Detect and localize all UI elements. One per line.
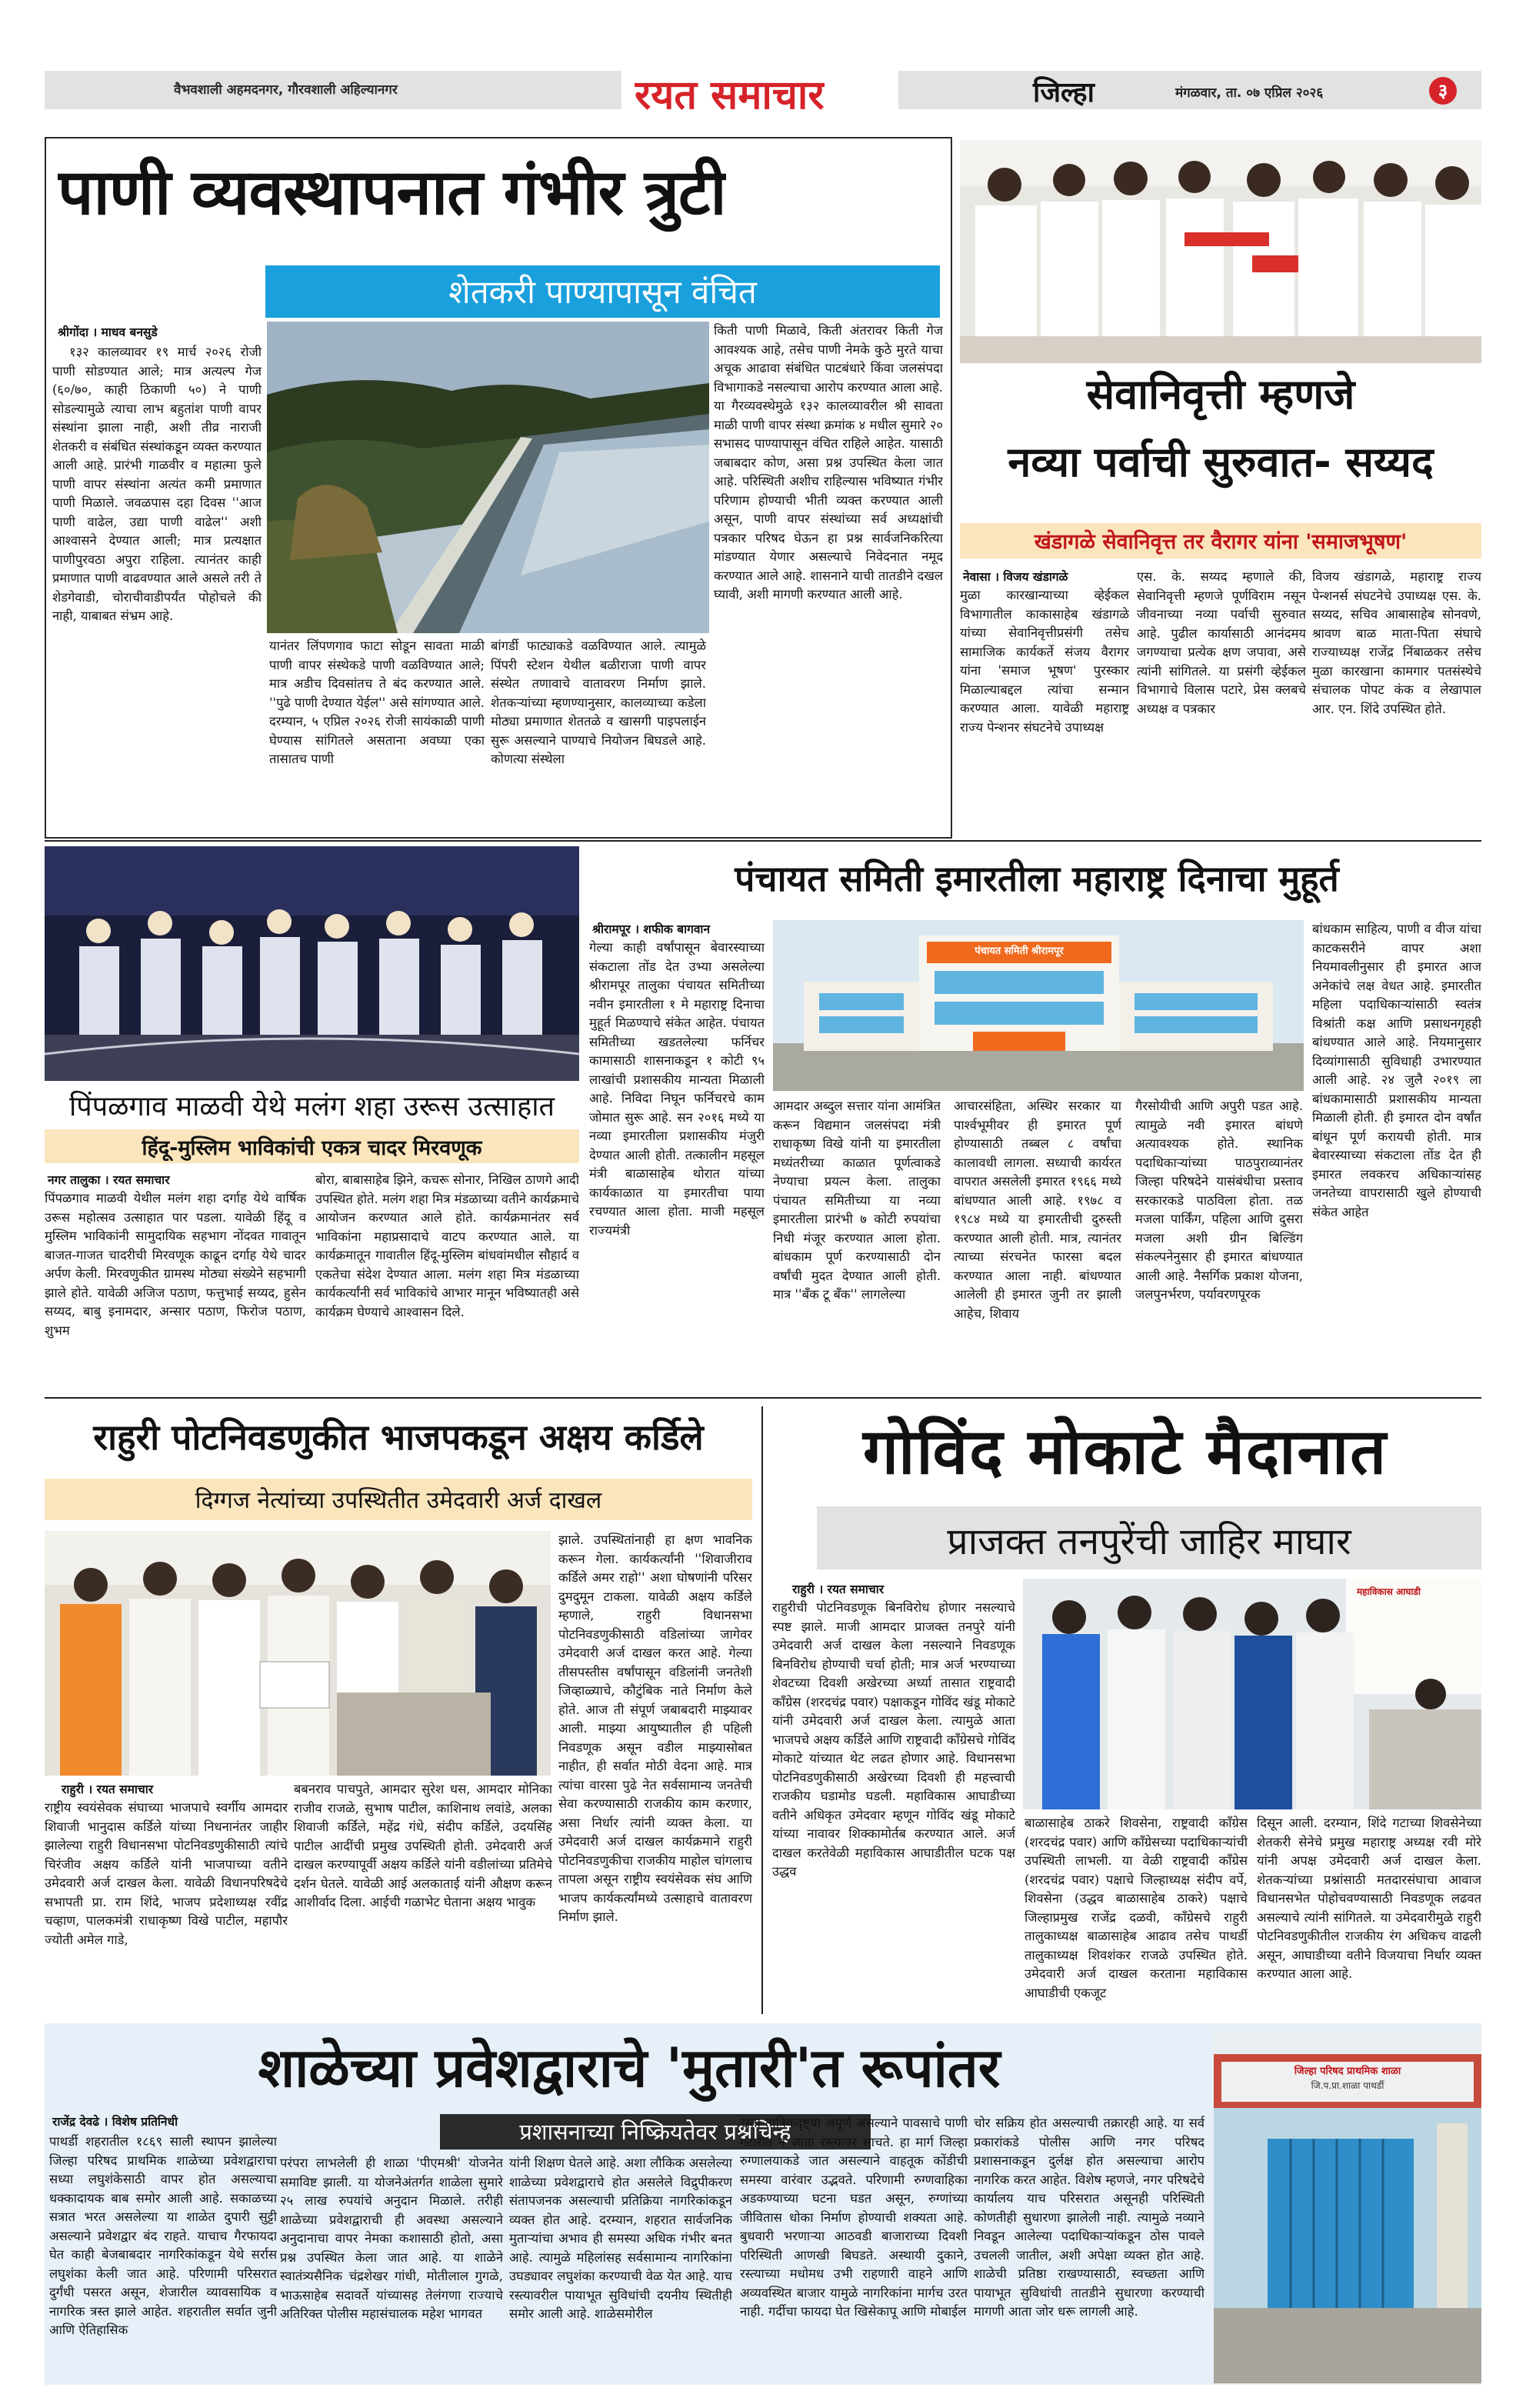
article7-col5-text: चोर सक्रिय होत असल्याची तक्रारही आहे. या सर्व प्रकारांकडे पोलीस आणि नगर परिषद प्रशासनाकडून दुर्लक्ष होत असल्याचा आरोप नागरिक करत आहेत. विशेष म्हणजे, नगर परिषदेचे कार्यालय याच परिसरात असूनही परिस्थिती कोणतीही सुधारणा झालेली नाही. त्यामुळे नव्याने निवडून आलेल्या पदाधिकाऱ्यांकडून ठोस पावले उचलली जातील, अशी अपेक्षा व्यक्त होत आहे. शाळेची प्रतिष्ठा राखण्यासाठी, स्वच्छता आणि पायाभूत सुविधांची तातडीने सुधारणा करण्याची मागणी आता जोर धरू लागली आहे.	[974, 2116, 1204, 2319]
urus-photo-art	[45, 846, 579, 1081]
canal-photo-art	[267, 322, 709, 633]
article3-headline: पंचायत समिती इमारतीला महाराष्ट्र दिनाचा मुहूर्त	[735, 858, 1339, 899]
mokate-nomination-photo	[1023, 1579, 1481, 1809]
article3-col3-text: आचारसंहिता, अस्थिर सरकार या पार्श्वभूमीवर ही इमारत पूर्ण होण्यासाठी तब्बल ८ वर्षांचा कालावधी लागला. सध्याची कार्यरत वापरात असलेली इमारत १९६६ मध्ये बांधण्यात आली आहे. १९७८ व १९८४ मध्ये या इमारतीची दुरुस्ती करण्यात आली होती. मात्र, त्यानंतर त्याच्या संरचनेत फारसा बदल करण्यात आला नाही. बांधण्यात आलेली ही इमारत जुनी तर झाली आहेच, शिवाय	[954, 1099, 1121, 1321]
article3-col5-text: बांधकाम साहित्य, पाणी व वीज यांचा काटकसरीने वापर अशा नियमावलीनुसार ही इमारत आज अनेकांचे लक्ष वेधत आहे. इमारतीत महिला पदाधिकाऱ्यांसाठी स्वतंत्र विश्रांती कक्ष आणि प्रसाधनगृहही बांधण्यात आले आहे. नियमानुसार दिव्यांगासाठी सुविधाही उभारण्यात आली आहे. २४ जुलै २०१९ ला बांधकामासाठी प्रशासकीय मान्यता मिळाली होती. ही इमारत दोन वर्षांत बांधून पूर्ण करायची होती. मात्र बेवारस्याच्या संकटाला तोंड देत ही इमारत लवकरच अधिकाऱ्यांसह जनतेच्या वापरासाठी खुले होण्याची संकेत आहेत	[1312, 922, 1481, 1219]
article6-subhead: प्राजक्त तनपुरेंची जाहिर माघार	[947, 1520, 1351, 1563]
section-label: जिल्हा	[1033, 77, 1095, 108]
article7-byline: राजेंद्र देवढे । विशेष प्रतिनिधी	[52, 2115, 178, 2129]
article6-col1-text: राहुरीची पोटनिवडणूक बिनविरोध होणार नसल्याचे स्पष्ट झाले. माजी आमदार प्राजक्त तनपुरे यांनी उमेदवारी अर्ज दाखल केला नसल्याने निवडणूक बिनविरोध होण्याची चर्चा होती; मात्र अर्ज भरण्याच्या शेवटच्या दिवशी अखेरच्या अर्ध्या तासात राष्ट्रवादी काँग्रेस (शरदचंद्र पवार) पक्षाकडून गोविंद खंडू मोकाटे यांनी उमेदवारी अर्ज दाखल केला. त्यामुळे आता भाजपचे अक्षय कर्डिले आणि राष्ट्रवादी काँग्रेसचे गोविंद मोकाटे यांच्यात थेट लढत होणार आहे. विधानसभा पोटनिवडणुकीसाठी अखेरच्या दिवशी ही महत्त्वाची राजकीय घडामोड घडली. महाविकास आघाडीच्या वतीने अधिकृत उमेदवार म्हणून गोविंद खंडू मोकाटे यांच्या नावावर शिक्कामोर्तब करण्यात आले. अर्ज दाखल करतेवेळी महाविकास आघाडीतील घटक पक्ष उद्धव	[772, 1600, 1015, 1879]
article2-column-1	[960, 586, 1129, 831]
article5-column-2	[294, 1780, 552, 2013]
panchayat-building-sign: पंचायत समिती श्रीरामपूर	[975, 946, 1064, 957]
article6-headline: गोविंद मोकाटे मैदानात	[863, 1416, 1388, 1489]
article2-col1-text: मुळा कारखान्याच्या व्हेईकल विभागातील काकासाहेब खंडागळे यांच्या सेवानिवृत्तीप्रसंगी तसेच सामाजिक कार्यकर्ते संजय वैरागर यांना 'समाज भूषण' पुरस्कार मिळाल्याबद्दल त्यांचा सन्मान करण्यात आला. यावेळी महाराष्ट्र राज्य पेन्शनर संघटनेचे उपाध्यक्ष	[960, 588, 1129, 735]
school-sign-line2: जि.प.प्रा.शाळा पाथर्डी	[1311, 2080, 1384, 2091]
article3-column-5	[1312, 920, 1481, 1391]
article3-column-2	[773, 1097, 941, 1391]
header-date: मंगळवार, ता. ०७ एप्रिल २०२६	[1175, 85, 1324, 101]
divider-middle	[45, 1397, 1481, 1399]
nomination-photo-art	[45, 1531, 551, 1776]
article4-byline: नगर तालुका । रयत समाचार	[48, 1173, 170, 1187]
divider-vertical	[761, 1406, 763, 2014]
article3-col1-text: गेल्या काही वर्षांपासून बेवारस्याच्या संकटाला तोंड देत उभ्या असलेल्या श्रीरामपूर तालुका पंचायत समितीच्या नवीन इमारतीला १ मे महाराष्ट्र दिनाचा मुहूर्त मिळण्याचे संकेत आहेत. पंचायत समितीच्या खडतलेल्या फर्निचर कामासाठी शासनाकडून १ कोटी ९५ लाखांची प्रशासकीय मान्यता मिळाली आहे. निविदा निघून फर्निचरचे काम जोमात सुरू आहे. सन २०१६ मध्ये या नव्या इमारतीला प्रशासकीय मंजुरी देण्यात आली होती. तत्कालीन महसूल मंत्री बाळासाहेब थोरात यांच्या कार्यकाळात या इमारतीचा पाया रचण्यात आला होता. माजी महसूल राज्यमंत्री	[589, 940, 765, 1238]
article7-column-2	[280, 2154, 503, 2380]
article5-col1-text: राष्ट्रीय स्वयंसेवक संघाच्या भाजपाचे स्वर्गीय आमदार शिवाजी भानुदास कर्डिले यांच्या निधनानंतर जाहीर झालेल्या राहुरी विधानसभा पोटनिवडणुकीसाठी त्यांचे चिरंजीव अक्षय कर्डिले यांनी भाजपाच्या वतीने उमेदवारी अर्ज दाखल केला. यावेळी विधानपरिषदेचे सभापती प्रा. राम शिंदे, भाजप प्रदेशाध्यक्ष रवींद्र चव्हाण, पालकमंत्री राधाकृष्ण विखे पाटील, महापौर ज्योती अमेल गाडे,	[45, 1800, 288, 1947]
article2-byline: नेवासा । विजय खंडागळे	[963, 570, 1068, 584]
article1-col1-text: १३२ कालव्यावर १९ मार्च २०२६ रोजी पाणी सोडण्यात आले; मात्र अत्यल्प गेज (६०/७०, काही ठिकाणी ५०) ने पाणी सोडल्यामुळे त्याचा लाभ बहुतांश पाणी वापर संस्थांना झाला नाही, अशी तीव्र नाराजी शेतकरी व संबंधित संस्थांकडून व्यक्त करण्यात आली आहे. प्रारंभी गाळवीर व महात्मा फुले पाणी वापर संस्थांना अत्यंत कमी प्रमाणात पाणी मिळाले. जवळपास दहा दिवस ''आज पाणी वाढेल, उद्या पाणी वाढेल'' अशी आश्वासने देण्यात आली; मात्र प्रत्यक्षात पाणीपुरवठा अपुरा राहिला. त्यानंतर काही प्रमाणात पाणी वाढवण्यात आले असले तरी ते शेडगेवाडी, चोराचीवाडीपर्यंत पोहोचले की नाही, याबाबत संभ्रम आहे.	[52, 345, 262, 623]
article7-subhead: प्रशासनाच्या निष्क्रियतेवर प्रश्नचिन्ह	[519, 2119, 791, 2145]
article7-column-3	[509, 2154, 732, 2380]
article6-column-1	[772, 1599, 1015, 2013]
masthead-title: रयत समाचार	[635, 72, 825, 118]
page-number-badge	[1429, 77, 1457, 105]
article4-col1-text: पिंपळगाव माळवी येथील मलंग शहा दर्गाह येथे वार्षिक उरूस महोत्सव उत्साहात पार पडला. यावेळी हिंदू व मुस्लिम भाविकांनी सामुदायिक सहभाग नोंदवत गावातून बाजत-गाजत चादरीची मिरवणूक काढून दर्गाह येथे चादर अर्पण केली. मिरवणुकीत ग्रामस्थ मोठ्या संख्येने सहभागी झाले होते. यावेळी अजिज पठाण, फत्तुभाई सय्यद, हुसेन सय्यद, बाबु इनामदार, अन्सार पठाण, फिरोज पठाण, शुभम	[45, 1191, 306, 1338]
article5-headline: राहुरी पोटनिवडणुकीत भाजपकडून अक्षय कर्डिले	[93, 1416, 704, 1458]
mokate-photo-art	[1023, 1579, 1481, 1809]
article1-col2-text: यानंतर लिंपणगाव फाटा सोडून सावता माळी पाणी वापर संस्थेकडे पाणी वळविण्यात आले; मात्र अडीच दिवसांतच ते बंद करण्यात आले. ''पुढे पाणी देण्यात येईल'' असे सांगण्यात आले. दरम्यान, ५ एप्रिल २०२६ रोजी सायंकाळी पाणी घेण्यास सांगितले असताना अवघ्या एका तासातच पाणी	[269, 639, 485, 766]
article2-col3-text: विजय खंडागळे, महाराष्ट्र राज्य पेन्शनर्स संघटनेचे उपाध्यक्ष एस. के. सय्यद, सचिव आबासाहेब सोनवणे, श्रावण बाळ माता-पिता संघाचे राज्याध्यक्ष राजेंद्र निंबाळकर तसेच मुळा कारखाना कामगार पतसंस्थेचे संचालक पोपट कंक व लेखापाल आर. एन. शिंदे उपस्थित होते.	[1312, 569, 1481, 716]
article4-col2-text: बोरा, बाबासाहेब झिने, कचरू सोनार, निखिल ठाणगे आदी उपस्थित होते. मलंग शहा मित्र मंडळाच्या वतीने कार्यक्रमाचे आयोजन करण्यात आले होते. कार्यक्रमानंतर सर्व भाविकांना महाप्रसादाचे वाटप करण्यात आले. या कार्यक्रमातून गावातील हिंदू-मुस्लिम बांधवांमधील सौहार्द व एकतेचा संदेश देण्यात आला. मलंग शहा मित्र मंडळाच्या कार्यकर्त्यांनी सर्व भाविकांचे आभार मानून भविष्यातही असे कार्यक्रम घेण्याचे आश्वासन दिले.	[315, 1172, 579, 1319]
article3-col2-text: आमदार अब्दुल सत्तार यांना आमंत्रित करून विद्यमान जलसंपदा मंत्री राधाकृष्ण विखे यांनी या इमारतीला मध्यंतरीच्या काळात पूर्णत्वाकडे नेण्याचा प्रयत्न केला. तालुका पंचायत समितीच्या या नव्या इमारतीला प्रारंभी ७ कोटी रुपयांचा निधी मंजूर करण्यात आला होता. बांधकाम पूर्ण करण्यासाठी दोन वर्षांची मुदत देण्यात आली होती. मात्र ''बँक टू बँक'' लागलेल्या	[773, 1099, 941, 1302]
article4-column-1	[45, 1189, 306, 1391]
article1-byline: श्रीगोंदा । माधव बनसुडे	[58, 325, 158, 339]
article6-column-3	[1257, 1814, 1481, 2013]
article2-column-3	[1312, 568, 1481, 831]
article4-column-2	[315, 1171, 579, 1391]
article6-byline: राहुरी । रयत समाचार	[792, 1583, 885, 1596]
article5-col-right-text: झाले. उपस्थितांनाही हा क्षण भावनिक करून गेला. कार्यकर्त्यांनी ''शिवाजीराव कर्डिले अमर राहो'' अशा घोषणांनी परिसर दुमदुमून टाकला. यावेळी अक्षय कर्डिले म्हणाले, राहुरी विधानसभा पोटनिवडणुकीसाठी वडिलांच्या जागेवर उमेदवारी अर्ज दाखल करत आहे. गेल्या तीसपस्तीस वर्षांपासून वडिलांनी जनतेशी जिव्हाळ्याचे, कौटुंबिक नाते निर्माण केले होते. आज ती संपूर्ण जबाबदारी माझ्यावर आली. माझ्या आयुष्यातील ही पहिली निवडणूक असून वडील माझ्यासोबत नाहीत, ही सर्वात मोठी वेदना आहे. मात्र त्यांचा वारसा पुढे नेत सर्वसामान्य जनतेची सेवा करण्यासाठी राजकीय काम करणार, असा निर्धार त्यांनी व्यक्त केला. या उमेदवारी अर्ज दाखल कार्यक्रमाने राहुरी पोटनिवडणुकीचा राजकीय माहोल चांगलाच तापला असून राष्ट्रीय स्वयंसेवक संघ आणि भाजप कार्यकर्त्यांमध्ये उत्साहाचे वातावरण निर्माण झाले.	[558, 1533, 752, 1924]
article4-subhead: हिंदू-मुस्लिम भाविकांची एकत्र चादर मिरवणूक	[142, 1136, 482, 1160]
nomination-photo	[45, 1531, 551, 1776]
article7-column-4	[740, 2114, 968, 2380]
article1-column-4	[714, 322, 943, 832]
article6-col2-text: बाळासाहेब ठाकरे शिवसेना, राष्ट्रवादी काँग्रेस (शरदचंद्र पवार) आणि काँग्रेसच्या पदाधिकाऱ्यांची उपस्थिती लाभली. या वेळी राष्ट्रवादी काँग्रेस (शरदचंद्र पवार) पक्षाचे जिल्हाध्यक्ष संदीप वर्पे, शिवसेना (उद्धव बाळासाहेब ठाकरे) पक्षाचे जिल्हाप्रमुख राजेंद्र दळवी, काँग्रेसचे राहुरी तालुकाध्यक्ष बाळासाहेब आढाव तसेच पाथर्डी तालुकाध्यक्ष शिवशंकर राजळे उपस्थित होते. उमेदवारी अर्ज दाखल करताना महाविकास आघाडीची एकजूट	[1025, 1816, 1248, 2000]
article2-col2-text: एस. के. सय्यद म्हणाले की, सेवानिवृत्ती म्हणजे पूर्णविराम नसून जीवनाच्या नव्या पर्वाची सुरुवात आहे. पुढील कार्यासाठी आनंदमय जगण्याचा प्रत्येक क्षण जपावा, असे त्यांनी सांगितले. या प्रसंगी व्हेईकल विभागाचे विलास पटारे, प्रेस क्लबचे अध्यक्ष व पत्रकार	[1137, 569, 1306, 716]
divider-top	[45, 840, 1481, 842]
article7-col1-text: पाथर्डी शहरातील १८६९ साली स्थापन झालेल्या जिल्हा परिषद प्राथमिक शाळेच्या प्रवेशद्वाराचा सध्या लघुशंकेसाठी वापर होत असल्याचा धक्कादायक बाब समोर आली आहे. सकाळच्या सत्रात भरत असलेल्या या शाळेत दुपारी सुट्टी असल्याने प्रवेशद्वार बंद राहते. याचाच गैरफायदा घेत काही बेजबाबदार नागरिकांकडून येथे सर्रास लघुशंका केली जात आहे. परिणामी परिसरात दुर्गंधी पसरत असून, शेजारील व्यावसायिक व नागरिक त्रस्त झाले आहेत. शहरातील सर्वात जुनी आणि ऐतिहासिक	[49, 2134, 277, 2337]
article7-col3-text: यांनी शिक्षण घेतले आहे. अशा लौकिक असलेल्या शाळेच्या प्रवेशद्वाराचे होत असलेले विद्रुपीकरण संतापजनक असल्याची प्रतिक्रिया नागरिकांकडून व्यक्त होत आहे. दरम्यान, शहरात सार्वजनिक मुताऱ्यांचा अभाव ही समस्या अधिक गंभीर बनत आहे. त्यामुळे महिलांसह सर्वसामान्य नागरिकांना उघड्यावर लघुशंका करण्याची वेळ येत आहे. याच रस्त्यावरील पायाभूत सुविधांची दयनीय स्थितीही समोर आली आहे. शाळेसमोरील	[509, 2156, 732, 2321]
article3-column-3	[954, 1097, 1121, 1391]
mokate-photo-banner: महाविकास आघाडी	[1357, 1586, 1421, 1597]
article6-column-2	[1025, 1814, 1248, 2013]
article7-col2-text: परंपरा लाभलेली ही शाळा 'पीएमश्री' योजनेत समाविष्ट झाली. या योजनेअंतर्गत शाळेला सुमारे २५ लाख रुपयांचे अनुदान मिळाले. तरीही शाळेच्या प्रवेशद्वाराची ही अवस्था असल्याने अनुदानाचा वापर नेमका कशासाठी होतो, असा प्रश्न उपस्थित केला जात आहे. या शाळेने स्वातंत्र्यसैनिक चंद्रशेखर गांधी, मोतीलाल गुगळे, भाऊसाहेब सदावर्ते यांच्यासह तेलंगणा राज्याचे अतिरिक्त पोलीस महासंचालक महेश भागवत	[280, 2156, 503, 2321]
canal-photo	[267, 322, 709, 633]
article3-column-4	[1135, 1097, 1303, 1391]
urus-photo	[45, 846, 579, 1081]
felicitation-photo	[960, 140, 1481, 363]
article2-headline-line2: नव्या पर्वाची सुरुवात- सय्यद	[1008, 438, 1434, 486]
article5-byline: राहुरी । रयत समाचार	[62, 1783, 154, 1796]
article1-column-2	[269, 637, 485, 832]
article6-col3-text: दिसून आली. दरम्यान, शिंदे गटाच्या शिवसेनेच्या शेतकरी सेनेचे प्रमुख महाराष्ट्र अध्यक्ष रवी मोरे यांनी अपक्ष उमेदवारी अर्ज दाखल केला. शेतकऱ्यांच्या प्रश्नांसाठी मतदारसंघाचा आवाज विधानसभेत पोहोचवण्यासाठी निवडणूक लढवत असल्याचे त्यांनी सांगितले. या उमेदवारीमुळे राहुरी पोटनिवडणुकीतील राजकीय रंग अधिकच वाढली असून, आघाडीच्या वतीने विजयाचा निर्धार व्यक्त करण्यात आला आहे.	[1257, 1816, 1481, 1981]
article7-headline: शाळेच्या प्रवेशद्वाराचे 'मुतारी'त रूपांतर	[258, 2036, 1001, 2099]
article3-column-1	[589, 939, 765, 1391]
article1-column-1	[52, 343, 262, 832]
school-sign-line1: जिल्हा परिषद प्राथमिक शाळा	[1294, 2066, 1401, 2077]
article1-headline: पाणी व्यवस्थापनात गंभीर त्रुटी	[58, 156, 726, 229]
article7-column-5	[974, 2114, 1204, 2380]
article2-headline-line1: सेवानिवृत्ती म्हणजे	[1086, 370, 1355, 419]
article3-col4-text: गैरसोयीची आणि अपुरी पडत आहे. त्यामुळे नवी इमारत बांधणे अत्यावश्यक होते. स्थानिक पदाधिकाऱ्यांच्या पाठपुराव्यानंतर जिल्हा परिषदेने यासंबंधीचा प्रस्ताव सरकारकडे पाठविला होता. तळ मजला पार्किंग, पहिला आणि दुसरा मजला अशी ग्रीन बिल्डिंग संकल्पनेनुसार ही इमारत बांधण्यात आली आहे. नैसर्गिक प्रकाश योजना, जलपुनर्भरण, पर्यावरणपूरक	[1135, 1099, 1303, 1302]
article5-column-1	[45, 1799, 288, 2013]
article5-subhead: दिग्गज नेत्यांच्या उपस्थितीत उमेदवारी अर्ज दाखल	[195, 1487, 602, 1514]
article4-headline: पिंपळगाव माळवी येथे मलंग शहा उरूस उत्साहात	[68, 1091, 555, 1122]
article3-byline: श्रीरामपूर । शफीक बागवान	[592, 922, 711, 936]
felicitation-photo-art	[960, 140, 1481, 363]
article2-subhead: खंडागळे सेवानिवृत्त तर वैरागर यांना 'समाजभूषण'	[1034, 530, 1408, 554]
article5-column-right	[558, 1531, 752, 2013]
article1-col3-text: बांगर्डी फाट्याकडे वळविण्यात आले. त्यामुळे पिंपरी स्टेशन येथील बळीराजा पाणी वापर संस्थेत तणावाचे वातावरण निर्माण झाले. शेतकऱ्यांच्या म्हणण्यानुसार, कालव्याच्या कडेला मोठ्या प्रमाणात शेततळे व खासगी पाइपलाईन सुरू असल्याने पाण्याचे नियोजन बिघडले आहे. कोणत्या संस्थेला	[491, 639, 706, 766]
article1-subhead: शेतकरी पाण्यापासून वंचित	[448, 273, 757, 311]
page-number: ३	[1438, 80, 1448, 102]
article5-col2-text: बबनराव पाचपुते, आमदार सुरेश धस, आमदार मोनिका राजीव राजळे, सुभाष पाटील, काशिनाथ लवांडे, अलका शिवाजी कर्डिले, महेंद्र गंधे, संदीप कर्डिले, उदयसिंह पाटील आदींची प्रमुख उपस्थिती होती. उमेदवारी अर्ज दाखल करण्यापूर्वी अक्षय कर्डिले यांनी वडीलांच्या प्रतिमेचे दर्शन घेतले. यावेळी आई अलकाताई यांनी औक्षण करून आशीर्वाद दिला. आईची गळाभेट घेताना अक्षय भावुक	[294, 1782, 552, 1909]
header-tagline: वैभवशाली अहमदनगर, गौरवशाली अहिल्यानगर	[174, 82, 398, 98]
article7-col4-text: रस्ता तांत्रिकदृष्ट्या अपूर्ण असल्याने पावसाचे पाणी गटारीत न जाता रस्त्यावर साचते. हा मार्ग जिल्हा रुग्णालयाकडे जात असल्याने वाहतूक कोंडीची समस्या वारंवार उद्भवते. परिणामी रुग्णवाहिका अडकण्याच्या घटना घडत असून, रुग्णांच्या जीवितास धोका निर्माण होण्याची शक्यता आहे. बुधवारी भरणाऱ्या आठवडी बाजाराच्या दिवशी परिस्थिती आणखी बिघडते. अस्थायी दुकाने, रस्त्याच्या मधोमध उभी राहणारी वाहने आणि अव्यवस्थित बाजार यामुळे नागरिकांना मार्गच उरत नाही. गर्दीचा फायदा घेत खिसेकापू आणि मोबाईल	[740, 2116, 968, 2319]
article7-column-1	[49, 2133, 277, 2380]
article1-col4-text: किती पाणी मिळावे, किती अंतरावर किती गेज आवश्यक आहे, तसेच पाणी नेमके कुठे मुरते याचा अचूक आढावा संबंधित पाटबंधारे किंवा जलसंपदा विभागाकडे नसल्याचा आरोप करण्यात आला आहे. या गैरव्यवस्थेमुळे १३२ कालव्यावरील श्री सावता माळी पाणी वापर संस्था क्रमांक ४ मधील सुमारे २० सभासद पाण्यापासून वंचित राहिले आहेत. यासाठी जबाबदार कोण, असा प्रश्न उपस्थित केला जात आहे. परिस्थिती अशीच राहिल्यास भविष्यात गंभीर परिणाम होण्याची भीती व्यक्त करण्यात आली असून, पाणी वापर संस्थांच्या सर्व अध्यक्षांची पत्रकार परिषद घेऊन हा प्रश्न सार्वजनिकरित्या मांडण्यात येणार असल्याचे निवेदनात नमूद करण्यात आले आहे. शासनाने याची तातडीने दखल घ्यावी, अशी मागणी करण्यात आली आहे.	[714, 323, 943, 602]
article1-column-3	[491, 637, 706, 832]
article2-column-2	[1137, 568, 1306, 831]
